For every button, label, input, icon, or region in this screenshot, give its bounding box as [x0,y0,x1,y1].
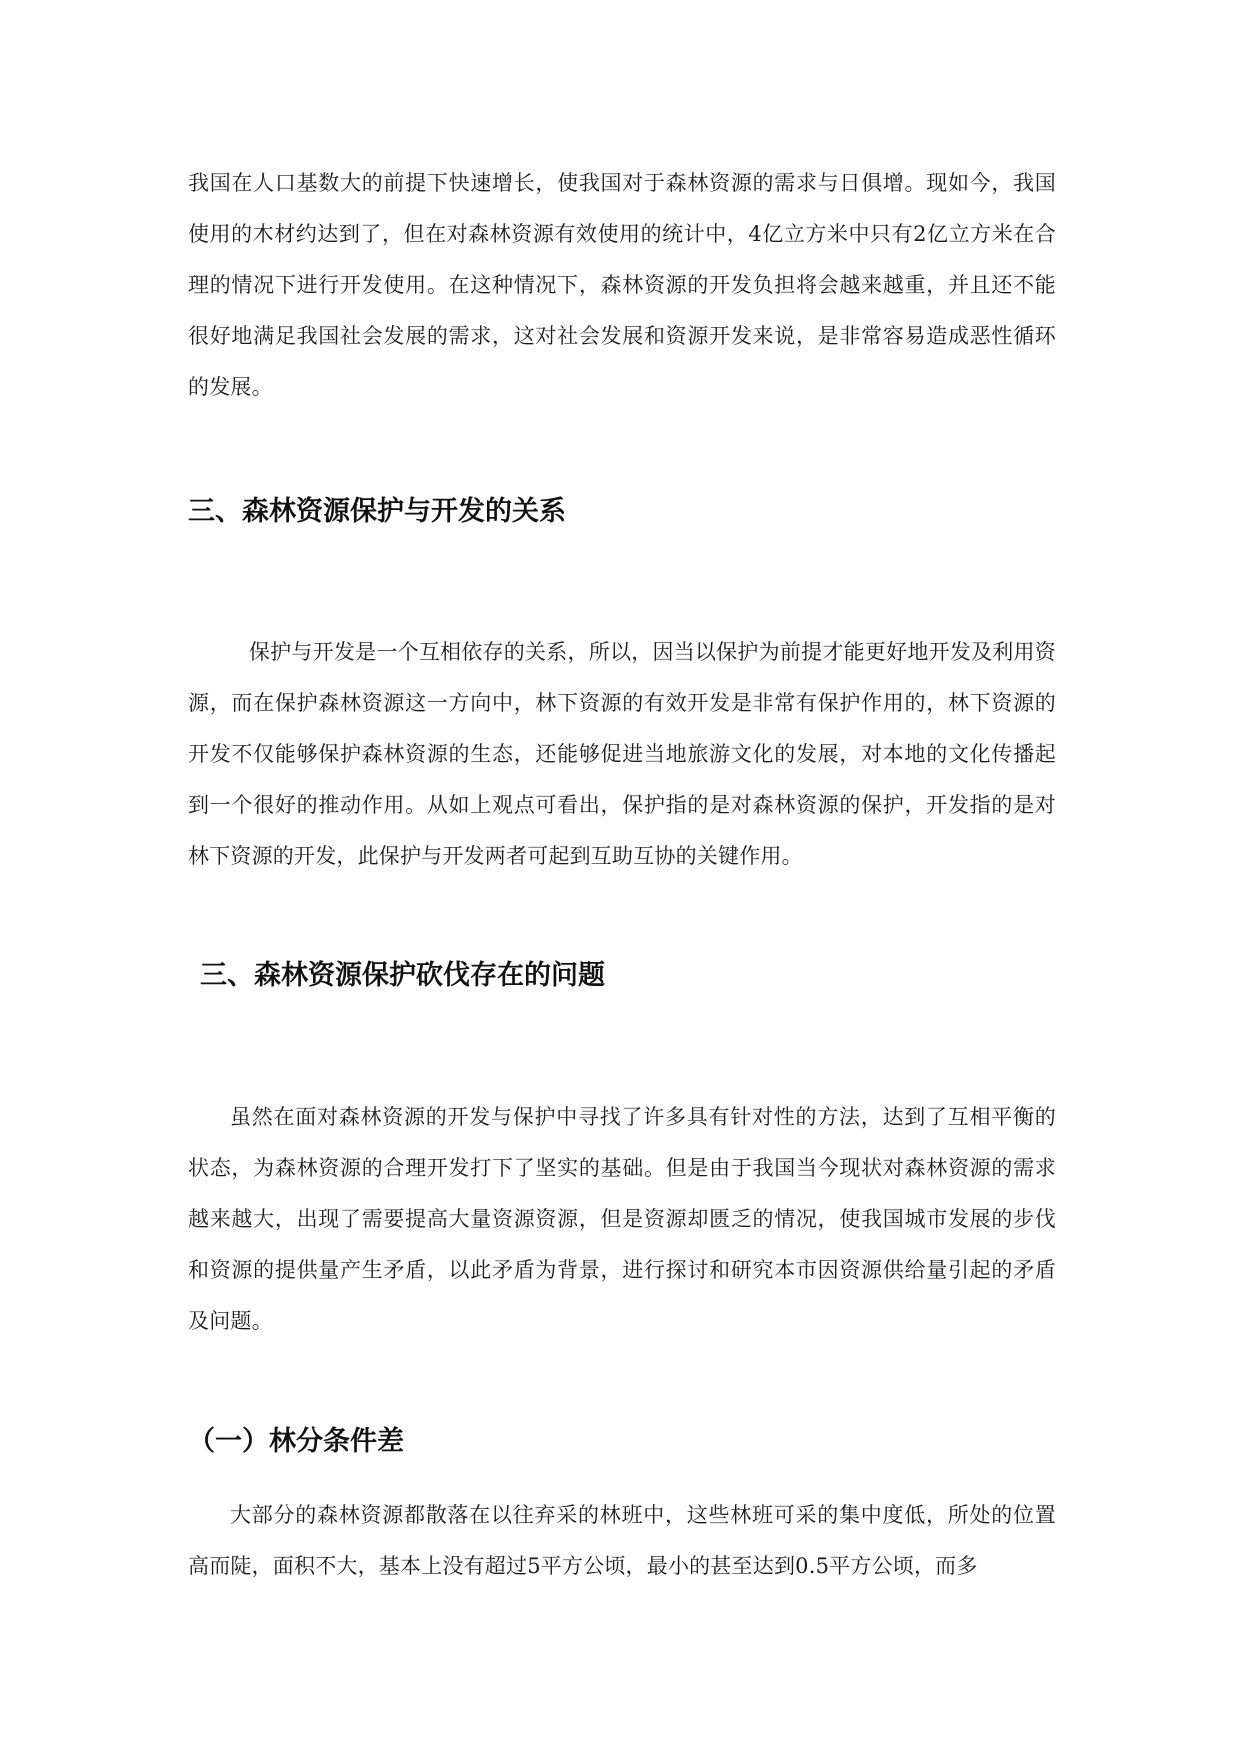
section-heading: 三、森林资源保护与开发的关系 [188,496,566,527]
body-paragraph: 我国在人口基数大的前提下快速增长，使我国对于森林资源的需求与日俱增。现如今，我国使用的木材约达到了，但在对森林资源有效使用的统计中，4亿立方米中只有2亿立方米在合理的情况下进行开发使用。在这种情况下，森林资源的开发负担将会越来越重，并且还不能很好地满足我国社会发展的需求，这对社会发展和资源开发来说，是非常容易造成恶性循环的发展。 [188,171,1056,399]
body-paragraph: 保护与开发是一个互相依存的关系，所以，因当以保护为前提才能更好地开发及利用资源，而在保护森林资源这一方向中，林下资源的有效开发是非常有保护作用的，林下资源的开发不仅能够保护森林资源的生态，还能够促进当地旅游文化的发展，对本地的文化传播起到一个很好的推动作用。从如上观点可看出，保护指的是对森林资源的保护，开发指的是对林下资源的开发，此保护与开发两者可起到互助互协的关键作用。 [188,640,1056,868]
section-heading: 三、森林资源保护砍伐存在的问题 [200,960,605,991]
body-paragraph: 大部分的森林资源都散落在以往弃采的林班中，这些林班可采的集中度低，所处的位置高而陡，面积不大，基本上没有超过5平方公顷，最小的甚至达到0.5平方公顷，而多 [188,1503,1056,1578]
body-paragraph: 虽然在面对森林资源的开发与保护中寻找了许多具有针对性的方法，达到了互相平衡的状态，为森林资源的合理开发打下了坚实的基础。但是由于我国当今现状对森林资源的需求越来越大，出现了需要提高大量资源资源，但是资源却匮乏的情况，使我国城市发展的步伐和资源的提供量产生矛盾，以此矛盾为背景，进行探讨和研究本市因资源供给量引起的矛盾及问题。 [188,1105,1056,1333]
subsection-heading: （一）林分条件差 [188,1426,404,1457]
